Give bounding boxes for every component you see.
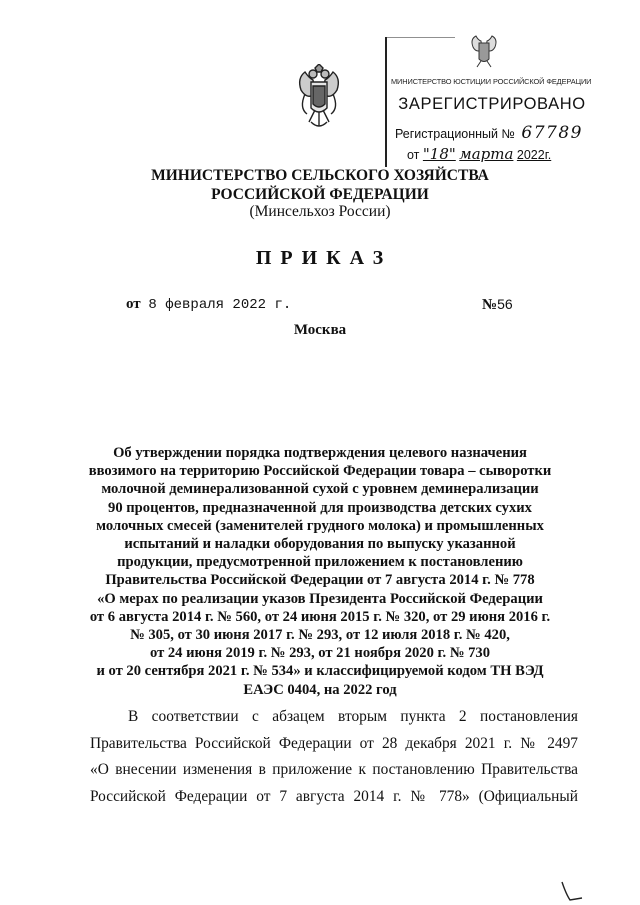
order-subject — [60, 444, 580, 699]
order-date — [126, 296, 291, 313]
ministry-line-1: МИНИСТЕРСТВО СЕЛЬСКОГО ХОЗЯЙСТВА — [151, 167, 489, 184]
stamp-reg-label: Регистрационный № — [395, 127, 515, 141]
order-number-label: № — [482, 297, 498, 313]
subject-line: молочной деминерализованной сухой с уровнем деминерализации — [101, 481, 539, 498]
coat-of-arms-icon — [293, 64, 345, 134]
body-line: Правительства Российской Федерации от 28 декабря 2021 г. № 2497 — [90, 734, 578, 752]
stamp-date-day: "18" — [422, 145, 456, 163]
stamp-registered-label: ЗАРЕГИСТРИРОВАНО — [398, 95, 586, 113]
order-date-label: от — [126, 296, 141, 312]
stamp-date-year: 2022г. — [516, 148, 552, 162]
stamp-registration-number — [395, 123, 583, 143]
order-number-value: 56 — [497, 296, 513, 312]
order-date-value: 8 февраля 2022 г. — [148, 297, 292, 313]
body-line: «О внесении изменения в приложение к постановлению Правительства — [90, 761, 578, 778]
subject-line: ввозимого на территорию Российской Федерации товара – сыворотки — [88, 463, 552, 480]
stamp-date-month: марта — [459, 145, 514, 163]
subject-line: 90 процентов, предназначенной для производства детских сухих — [108, 499, 532, 516]
stamp-date-prefix: от — [407, 148, 420, 162]
stamp-ministry-name: МИНИСТЕРСТВО ЮСТИЦИИ РОССИЙСКОЙ ФЕДЕРАЦИИ — [391, 77, 592, 86]
city-name: Москва — [293, 322, 347, 338]
ministry-line-2: РОССИЙСКОЙ ФЕДЕРАЦИИ — [211, 186, 429, 203]
subject-line: молочных смесей (заменителей грудного молока) и промышленных — [96, 517, 544, 534]
stamp-registration-date — [407, 145, 551, 163]
ministry-name — [0, 166, 640, 204]
subject-line: «О мерах по реализации указов Президента Российской Федерации — [97, 590, 543, 607]
subject-line: Правительства Российской Федерации от 7 августа 2014 г. № 778 — [105, 572, 535, 589]
order-number — [482, 296, 513, 314]
subject-line: продукции, предусмотренной приложением к постановлению — [117, 554, 523, 571]
subject-line: испытаний и наладки оборудования по выпуску указанной — [124, 536, 516, 553]
subject-line: и от 20 сентября 2021 г. № 534» и классифицируемой кодом ТН ВЭД — [96, 663, 544, 680]
document-type-title: ПРИКАЗ — [255, 247, 393, 269]
ministry-short-name: (Минсельхоз России) — [249, 203, 391, 220]
order-body-text — [90, 704, 578, 810]
subject-line: от 24 июня 2019 г. № 293, от 21 ноября 2020 г. № 730 — [149, 645, 491, 662]
subject-line: ЕАЭС 0404, на 2022 год — [243, 681, 397, 698]
subject-line: № 305, от 30 июня 2017 г. № 293, от 12 июля 2018 г. № 420, — [130, 627, 510, 644]
body-line: Российской Федерации от 7 августа 2014 г. № 778» (Официальный — [90, 787, 578, 805]
subject-line: от 6 августа 2014 г. № 560, от 24 июня 2015 г. № 320, от 29 июня 2016 г. — [89, 608, 551, 625]
registration-stamp — [383, 33, 593, 173]
stamp-reg-number-handwritten: 67789 — [521, 123, 583, 143]
stamp-emblem-icon — [467, 33, 501, 69]
body-line: В соответствии с абзацем вторым пункта 2 постановления — [128, 708, 578, 725]
subject-line: Об утверждении порядка подтверждения целевого назначения — [113, 445, 527, 461]
pen-mark-icon — [560, 880, 584, 902]
